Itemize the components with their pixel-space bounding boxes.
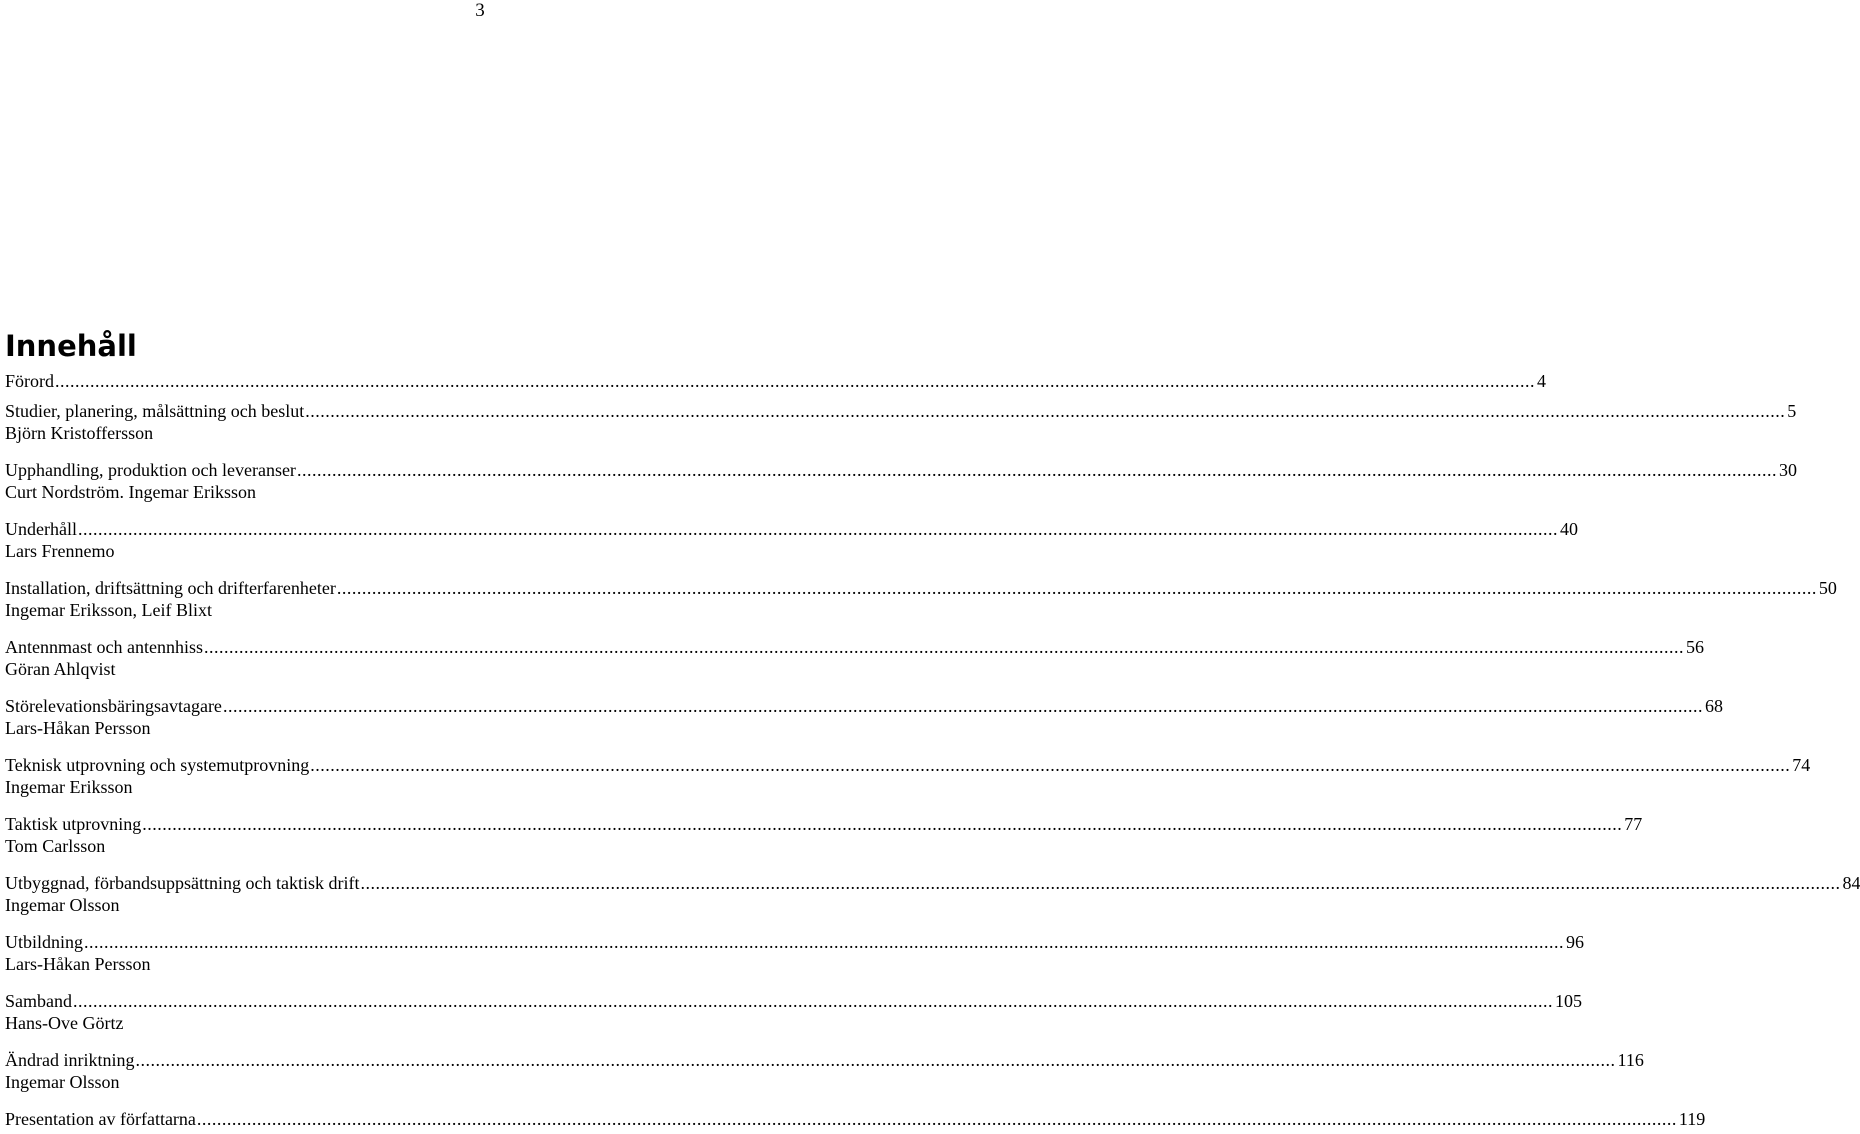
page-title: Innehåll bbox=[5, 329, 137, 363]
toc-page-number: 74 bbox=[1792, 755, 1811, 775]
toc-entry bbox=[5, 695, 1723, 739]
toc-entry-author: Lars Frennemo bbox=[5, 541, 115, 561]
toc-entry-title: Utbildning bbox=[5, 932, 84, 952]
toc-title-line[interactable] bbox=[5, 1049, 1644, 1071]
toc-page-number: 119 bbox=[1678, 1109, 1706, 1129]
toc-entry-author: Ingemar Eriksson, Leif Blixt bbox=[5, 600, 212, 620]
toc-page-number: 105 bbox=[1555, 991, 1582, 1011]
toc-title-line[interactable] bbox=[5, 813, 1643, 835]
toc-dot-leader bbox=[305, 400, 1785, 422]
toc-entry bbox=[5, 636, 1704, 680]
toc-entry-title: Installation, driftsättning och drifterfarenheter bbox=[5, 578, 336, 598]
toc-title-line[interactable] bbox=[5, 400, 1797, 422]
toc-dot-leader bbox=[197, 1108, 1677, 1130]
toc-title-line[interactable] bbox=[5, 695, 1723, 717]
toc-entry-title: Störelevationsbäringsavtagare bbox=[5, 696, 222, 716]
toc-title-line[interactable] bbox=[5, 370, 1546, 392]
toc-page-number: 4 bbox=[1537, 371, 1546, 391]
toc-dot-leader bbox=[135, 1049, 1615, 1071]
toc-entry-title: Upphandling, produktion och leveranser bbox=[5, 460, 296, 480]
toc-dot-leader bbox=[84, 931, 1564, 953]
toc-entry-title: Taktisk utprovning bbox=[5, 814, 142, 834]
toc-entry-author: Lars-Håkan Persson bbox=[5, 954, 151, 974]
toc-dot-leader bbox=[142, 813, 1622, 835]
page-number: 3 bbox=[475, 0, 485, 21]
toc-entry-author: Lars-Håkan Persson bbox=[5, 718, 151, 738]
toc-page-number: 56 bbox=[1685, 637, 1704, 657]
toc-page-number: 30 bbox=[1778, 460, 1797, 480]
toc-title-line[interactable] bbox=[5, 1108, 1706, 1130]
toc-entry bbox=[5, 872, 1860, 916]
toc-title-line[interactable] bbox=[5, 577, 1837, 599]
toc-title-line[interactable] bbox=[5, 459, 1797, 481]
toc-title-line[interactable] bbox=[5, 754, 1811, 776]
toc-title-line[interactable] bbox=[5, 931, 1585, 953]
toc-page-number: 77 bbox=[1624, 814, 1643, 834]
toc-dot-leader bbox=[223, 695, 1703, 717]
toc-entry bbox=[5, 990, 1582, 1034]
toc-title-line[interactable] bbox=[5, 872, 1860, 894]
toc-entry-author: Ingemar Olsson bbox=[5, 1072, 120, 1092]
toc-title-line[interactable] bbox=[5, 990, 1582, 1012]
toc-dot-leader bbox=[337, 577, 1817, 599]
toc-entry-title: Förord bbox=[5, 371, 54, 391]
toc-entry-title: Underhåll bbox=[5, 519, 77, 539]
toc-page-number: 96 bbox=[1566, 932, 1585, 952]
toc-dot-leader bbox=[360, 872, 1840, 894]
toc-entry bbox=[5, 1049, 1644, 1093]
toc-title-line[interactable] bbox=[5, 636, 1704, 658]
toc-page-number: 84 bbox=[1842, 873, 1860, 893]
toc-dot-leader bbox=[78, 518, 1558, 540]
toc-page-number: 40 bbox=[1559, 519, 1578, 539]
toc-entry bbox=[5, 518, 1578, 562]
toc-dot-leader bbox=[204, 636, 1684, 658]
toc-entry-author: Hans-Ove Görtz bbox=[5, 1013, 124, 1033]
toc-title-line[interactable] bbox=[5, 518, 1578, 540]
toc-entry-author: Björn Kristoffersson bbox=[5, 423, 154, 443]
toc-page-number: 50 bbox=[1818, 578, 1837, 598]
toc-entry bbox=[5, 931, 1585, 975]
toc-dot-leader bbox=[55, 370, 1535, 392]
toc-entry-author: Ingemar Eriksson bbox=[5, 777, 133, 797]
toc-page-number: 68 bbox=[1704, 696, 1723, 716]
toc-entry bbox=[5, 400, 1797, 444]
toc-entry-author: Ingemar Olsson bbox=[5, 895, 120, 915]
toc-entry bbox=[5, 813, 1643, 857]
toc-entry-title: Presentation av författarna bbox=[5, 1109, 196, 1129]
toc-entry bbox=[5, 754, 1811, 798]
toc-entry-title: Antennmast och antennhiss bbox=[5, 637, 203, 657]
toc-entry-title: Ändrad inriktning bbox=[5, 1050, 135, 1070]
toc-entry-author: Tom Carlsson bbox=[5, 836, 106, 856]
toc-page-number: 116 bbox=[1617, 1050, 1644, 1070]
toc-page-number: 5 bbox=[1787, 401, 1797, 421]
toc-dot-leader bbox=[73, 990, 1553, 1012]
toc-entry-title: Studier, planering, målsättning och beslut bbox=[5, 401, 305, 421]
toc-entry-title: Utbyggnad, förbandsuppsättning och taktisk drift bbox=[5, 873, 360, 893]
toc-entry-title: Teknisk utprovning och systemutprovning bbox=[5, 755, 310, 775]
toc-entry-author: Curt Nordström. Ingemar Eriksson bbox=[5, 482, 256, 502]
toc-dot-leader bbox=[297, 459, 1777, 481]
toc-entry bbox=[5, 370, 1546, 392]
toc-entry-title: Samband bbox=[5, 991, 72, 1011]
table-of-contents bbox=[5, 370, 1860, 1130]
toc-dot-leader bbox=[310, 754, 1790, 776]
toc-entry bbox=[5, 1108, 1706, 1130]
toc-entry bbox=[5, 459, 1797, 503]
toc-entry-author: Göran Ahlqvist bbox=[5, 659, 116, 679]
toc-entry bbox=[5, 577, 1837, 621]
